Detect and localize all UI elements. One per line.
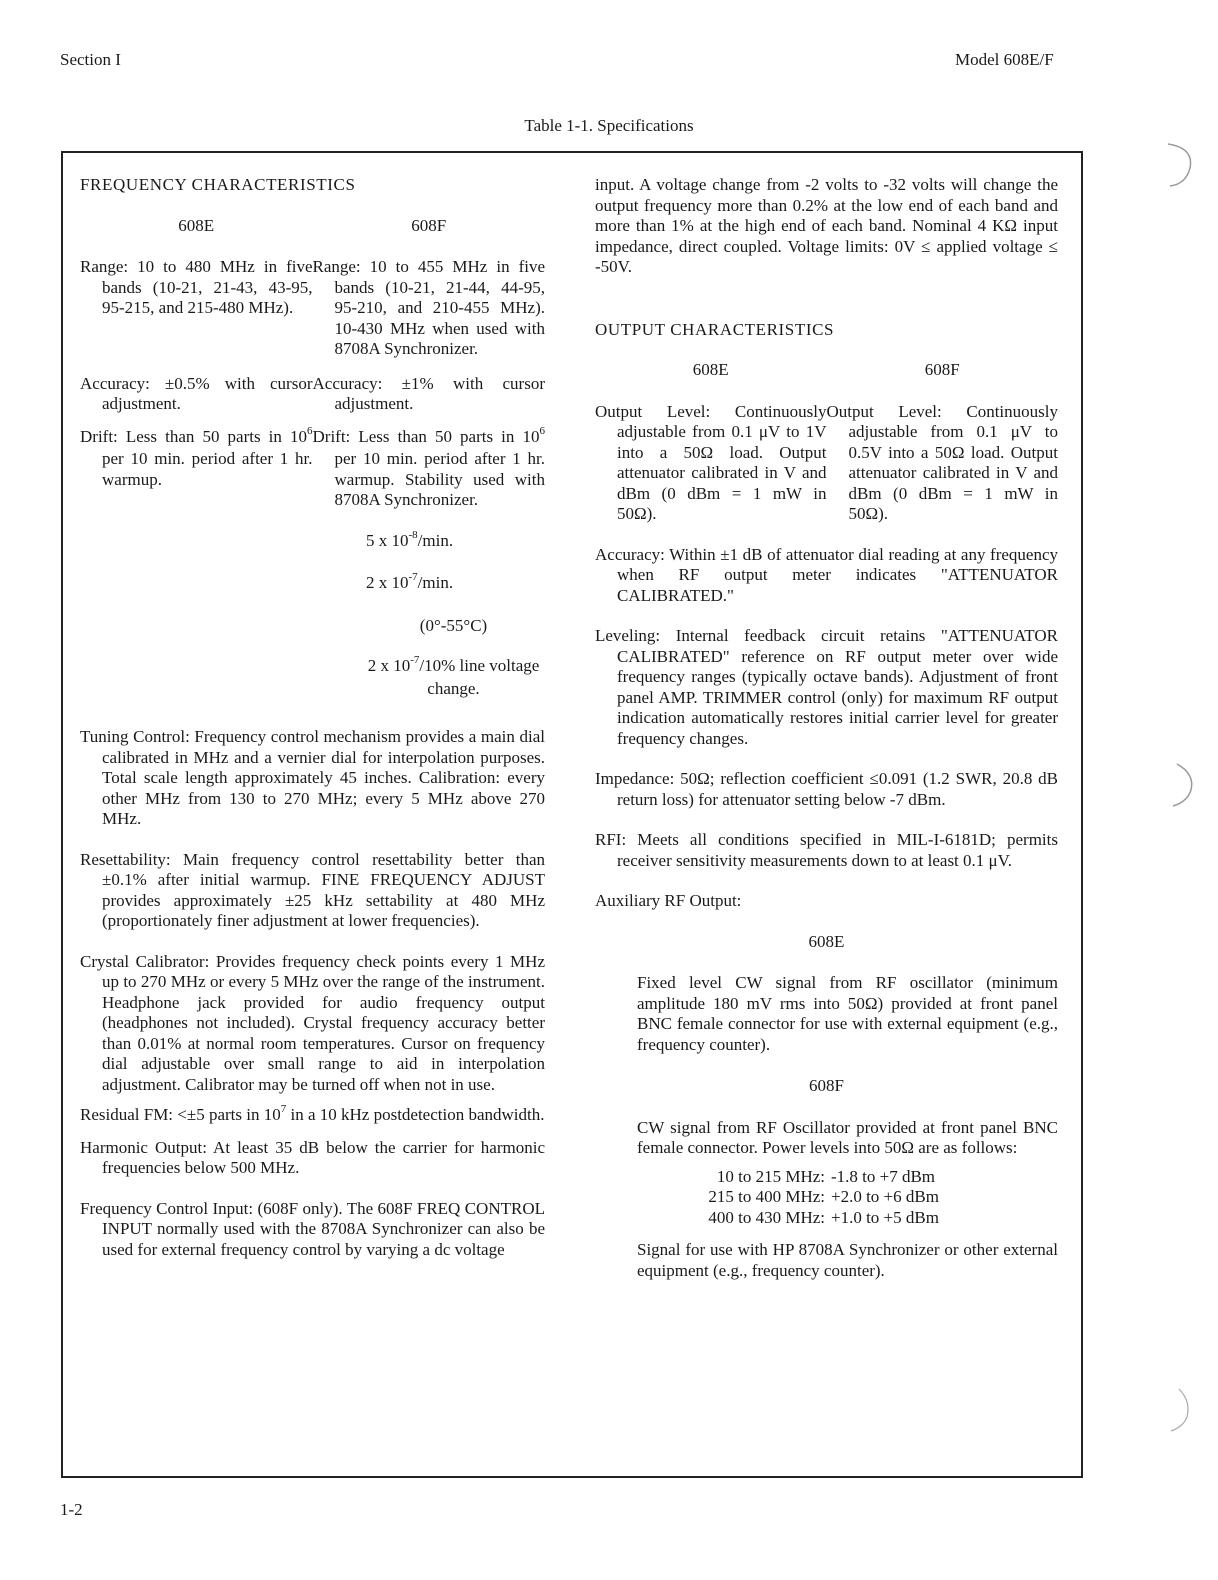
table-title: Table 1-1. Specifications [524, 116, 694, 135]
accuracy-608f: Accuracy: ±1% with cursor adjustment. [312, 373, 545, 413]
frequency-control-input: Frequency Control Input: (608F only). The 608F FREQ CONTROL INPUT normally used with the 8708A Synchronizer can also be used for external frequency control by varying a dc voltage [80, 1198, 545, 1259]
drift-608e: Drift: Less than 50 parts in $10^6$ per 10 min. period after 1 hr. warmup. [80, 424, 313, 489]
output-level-608f: Output Level: Continuously adjustable from 0.1 μV to 0.5V into a 50Ω load. Output attenuator calibrated in V and dBm (0 dBm = 1 mW in 50Ω). [826, 401, 1058, 523]
resettability: Resettability: Main frequency control resettability better than ±0.1% after initial warmup. FINE FREQUENCY ADJUST provides approximately ±25 kHz settability at 480 MHz (proportionately finer adjustment at lower frequencies). [80, 849, 545, 930]
harmonic-output: Harmonic Output: At least 35 dB below the carrier for harmonic frequencies below 500 MHz. [80, 1137, 545, 1177]
stability-per-minute-1: 5 x $10^{-8}/\min$. [366, 528, 454, 550]
binding-hole-mark [1165, 1385, 1205, 1435]
output-level-608e: Output Level: Continuously adjustable from 0.1 μV to 1V into a 50Ω load. Output attenuator calibrated in V and dBm (0 dBm = 1 mW in 50Ω). [595, 401, 827, 523]
power-levels-table [637, 1167, 1058, 1229]
model-608f-head: 608F [411, 215, 447, 235]
output-level-pair [595, 402, 1058, 525]
range-pair [80, 257, 545, 360]
section-label: Section I [60, 50, 121, 69]
accuracy-608e: Accuracy: ±0.5% with cursor adjustment. [80, 373, 313, 413]
model-label: Model 608E/F [955, 50, 1054, 69]
binding-hole-mark [1160, 140, 1200, 190]
power-level-row: 400 to 430 MHz: +1.0 to +5 dBm [708, 1207, 939, 1227]
aux-608f-head: 608F [809, 1076, 844, 1095]
accuracy-pair [80, 374, 545, 415]
residual-fm: Residual FM: <±5 parts in $10^7$ in a 10 kHz postdetection bandwidth. [80, 1103, 545, 1124]
binding-hole-mark [1165, 760, 1205, 810]
tuning-control: Tuning Control: Frequency control mechanism provides a main dial calibrated in MHz and a vernier dial for interpolation purposes. Total scale length approximately 45 inches. Calibration: every other MHz from 130 to 270 MHz; every 5 MHz above 270 MHz. [80, 727, 545, 828]
stability-per-minute-2: 2 x $10^{-7}/\min$. [366, 571, 454, 592]
frequency-characteristics-heading: FREQUENCY CHARACTERISTICS [80, 175, 356, 194]
drift-608f: Drift: Less than 50 parts in $10^6$ per 10 min. period after 1 hr. warmup. Stability used with 8708A Synchronizer. [312, 424, 545, 509]
auxiliary-rf-output-heading: Auxiliary RF Output: [595, 891, 742, 910]
output-accuracy: Accuracy: Within ±1 dB of attenuator dial reading at any frequency when RF output meter indicates "ATTENUATOR CALIBRATED." [595, 544, 1058, 605]
power-level-row: 215 to 400 MHz: +2.0 to +6 dBm [708, 1187, 939, 1206]
model-608e-head: 608E [178, 215, 215, 235]
page-number: 1-2 [60, 1500, 83, 1519]
impedance: Impedance: 50Ω; reflection coefficient ≤0.091 (1.2 SWR, 20.8 dB return loss) for attenuator setting below -7 dBm. [595, 769, 1058, 809]
left-column [80, 175, 545, 1280]
stability-temperature: (0°-55°C) [419, 615, 488, 635]
model-column-heads [80, 216, 545, 237]
aux-608f-note: Signal for use with HP 8708A Synchronizer or other external equipment (e.g., frequency counter). [637, 1240, 1058, 1280]
stability-line-voltage: 2 x $10^{-7}/10\%$ line voltage change. [367, 654, 540, 698]
frequency-control-input-continued: input. A voltage change from -2 volts to -32 volts will change the output frequency more than 0.2% at the low end of each band and more than 1% at the high end of each band. Nominal 4 KΩ input impedance, direct coupled. Voltage limits: 0V ≤ applied voltage ≤ -50V. [595, 175, 1058, 276]
rfi: RFI: Meets all conditions specified in MIL-I-6181D; permits receiver sensitivity measurements down to at least 0.1 μV. [595, 830, 1058, 870]
aux-608e-text: Fixed level CW signal from RF oscillator (minimum amplitude 180 mV rms into 50Ω) provided at front panel BNC female connector for use with external equipment (e.g., frequency counter). [637, 973, 1058, 1054]
output-model-608f-head: 608F [924, 360, 960, 379]
range-608f: Range: 10 to 455 MHz in five bands (10-21, 21-44, 44-95, 95-210, and 210-455 MHz). 10-430 MHz when used with 8708A Synchronizer. [312, 257, 545, 358]
output-model-column-heads [595, 360, 1058, 381]
output-model-608e-head: 608E [692, 360, 729, 379]
range-608e: Range: 10 to 480 MHz in five bands (10-21, 21-43, 43-95, 95-215, and 215-480 MHz). [80, 257, 313, 317]
aux-608e-head: 608E [808, 931, 845, 951]
aux-608f-text: CW signal from RF Oscillator provided at front panel BNC female connector. Power levels into 50Ω are as follows: [637, 1117, 1058, 1157]
output-characteristics-heading: OUTPUT CHARACTERISTICS [595, 319, 835, 339]
right-column [595, 175, 1058, 1281]
power-level-row: 10 to 215 MHz: -1.8 to +7 dBm [716, 1166, 936, 1186]
leveling: Leveling: Internal feedback circuit retains "ATTENUATOR CALIBRATED" reference on RF output meter over wide frequency ranges (typically octave bands). Adjustment of front panel AMP. TRIMMER control (only) for maximum RF output indication automatically restores initial carrier level for greater frequency changes. [595, 626, 1058, 748]
drift-pair [80, 424, 545, 511]
crystal-calibrator: Crystal Calibrator: Provides frequency check points every 1 MHz up to 270 MHz or every 5 MHz over the range of the instrument. Headphone jack provided for audio frequency output (headphones not included). Crystal frequency accuracy better than 0.01% at normal room temperatures. Cursor on frequency dial adjustable over small range to aid in interpolation adjustment. Calibrator may be turned off when not in use. [80, 951, 545, 1094]
